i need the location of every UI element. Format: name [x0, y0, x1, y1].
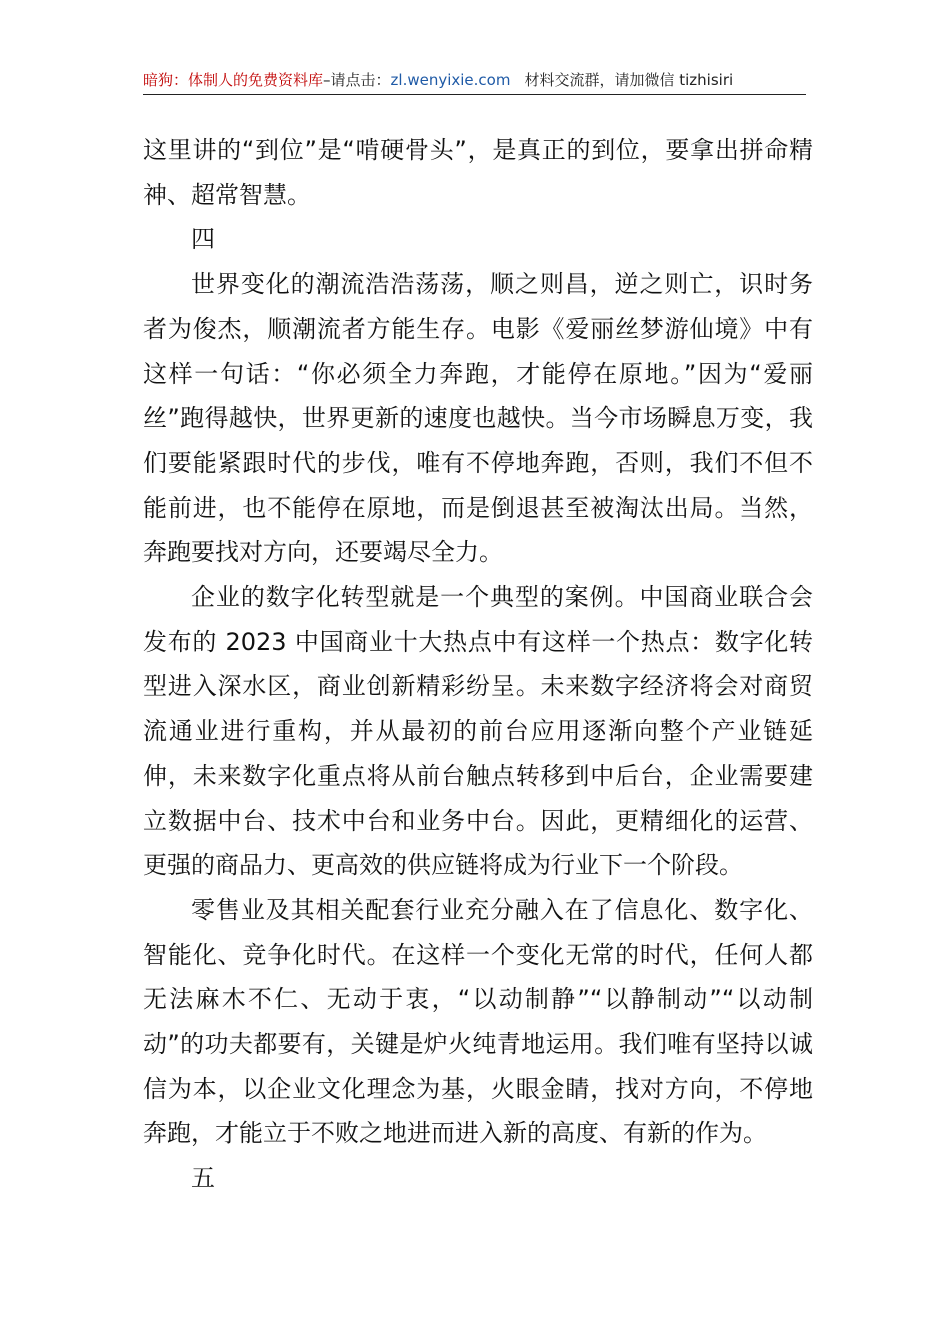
header-brand: 暗狗：体制人的免费资料库: [143, 71, 324, 89]
document-body: [143, 128, 813, 1201]
header-click-prompt: –请点击：: [323, 71, 391, 89]
paragraph-continued: 这里讲的“到位”是“啃硬骨头”，是真正的到位，要拿出拼命精神、超常智慧。: [143, 136, 813, 209]
page-header: [143, 66, 806, 95]
header-group-note: 材料交流群，请加微信 tizhisiri: [524, 71, 734, 89]
paragraph-2: 企业的数字化转型就是一个典型的案例。中国商业联合会发布的 2023 中国商业十大热点中有这样一个热点：数字化转型进入深水区，商业创新精彩纷呈。未来数字经济将会对商贸流通业进行重构，并从最初的前台应用逐渐向整个产业链延伸，未来数字化重点将从前台触点转移到中后台，企业需要建立数据中台、技术中台和业务中台。因此，更精细化的运营、更强的商品力、更高效的供应链将成为行业下一个阶段。: [143, 583, 813, 880]
header-url-link[interactable]: zl.wenyixie.com: [390, 71, 511, 89]
section-heading-four: 四: [191, 225, 215, 254]
section-heading-five: 五: [191, 1164, 215, 1193]
paragraph-1: 世界变化的潮流浩浩荡荡，顺之则昌，逆之则亡，识时务者为俊杰，顺潮流者方能生存。电影《爱丽丝梦游仙境》中有这样一句话：“你必须全力奔跑，才能停在原地。”因为“爱丽丝”跑得越快，世界更新的速度也越快。当今市场瞬息万变，我们要能紧跟时代的步伐，唯有不停地奔跑，否则，我们不但不能前进，也不能停在原地，而是倒退甚至被淘汰出局。当然，奔跑要找对方向，还要竭尽全力。: [143, 270, 813, 567]
paragraph-3: 零售业及其相关配套行业充分融入在了信息化、数字化、智能化、竞争化时代。在这样一个变化无常的时代，任何人都无法麻木不仁、无动于衷，“以动制静”“以静制动”“以动制动”的功夫都要有，关键是炉火纯青地运用。我们唯有坚持以诚信为本，以企业文化理念为基，火眼金睛，找对方向，不停地奔跑，才能立于不败之地进而进入新的高度、有新的作为。: [143, 895, 813, 1148]
